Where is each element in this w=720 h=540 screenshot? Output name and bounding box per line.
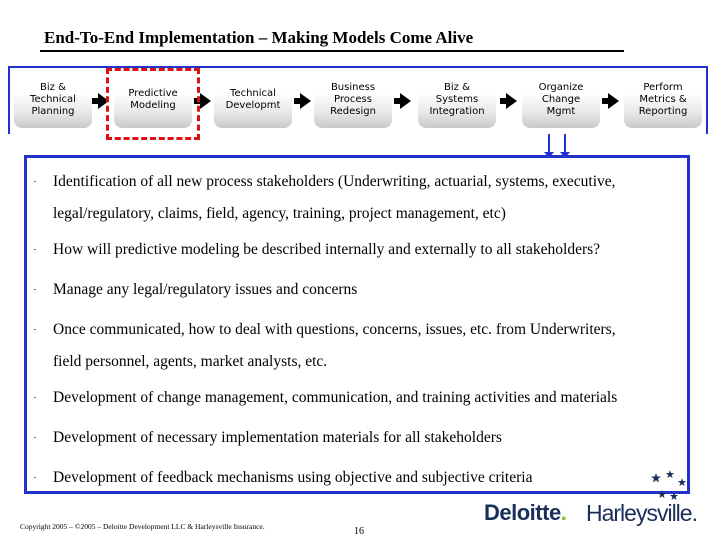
flow-arrow-icon [400, 93, 411, 109]
page-number: 16 [354, 526, 364, 537]
bullet-text-continued: field personnel, agents, market analysts, etc. [53, 353, 328, 370]
bullet-text-continued: legal/regulatory, claims, field, agency, training, project management, etc) [53, 205, 506, 222]
step-business-process-redesign [314, 72, 392, 128]
bullet-text: Manage any legal/regulatory issues and concerns [53, 281, 358, 298]
step-perform-metrics-reporting [624, 72, 702, 128]
step-organize-change-mgmt [522, 72, 600, 128]
bullet-icon: · [33, 244, 37, 256]
list-item [33, 382, 683, 414]
list-item [33, 274, 683, 306]
step-technical-development [214, 72, 292, 128]
list-item [33, 422, 683, 454]
bullet-text: Once communicated, how to deal with questions, concerns, issues, etc. from Underwriters, [53, 321, 616, 338]
bullet-text: Identification of all new process stakeholders (Underwriting, actuarial, systems, executive, [53, 173, 616, 190]
step-label: Predictive Modeling [128, 88, 178, 111]
harleysville-stars-icon [650, 470, 694, 504]
copyright-notice: Copyright 2005 – ©2005 – Deloitte Development LLC & Harleysville Insurance. [20, 522, 265, 531]
harleysville-logo: Harleysville. [586, 500, 697, 526]
step-label: Perform Metrics & Reporting [638, 82, 688, 117]
bullet-text: Development of feedback mechanisms using objective and subjective criteria [53, 469, 533, 486]
list-item [33, 462, 683, 494]
bullet-icon: · [33, 392, 37, 404]
list-item [33, 234, 683, 266]
bullet-text: Development of change management, communication, and training activities and materials [53, 389, 618, 406]
flow-arrow-icon [506, 93, 517, 109]
bullet-icon: · [33, 432, 37, 444]
deloitte-wordmark: Deloitte [484, 500, 561, 525]
step-biz-systems-integration [418, 72, 496, 128]
connector-arrow-icon [564, 134, 566, 154]
bullet-icon: · [33, 284, 37, 296]
bullet-icon: · [33, 324, 37, 336]
step-label: Biz & Technical Planning [30, 82, 76, 117]
deloitte-logo [484, 500, 566, 526]
deloitte-dot: . [560, 500, 567, 525]
step-label: Technical Developmt [225, 88, 281, 111]
bullet-icon: · [33, 176, 37, 188]
title-underline [40, 50, 624, 52]
step-biz-technical-planning [14, 72, 92, 128]
bullet-text: Development of necessary implementation materials for all stakeholders [53, 429, 502, 446]
list-item [33, 166, 683, 230]
bullet-text: How will predictive modeling be described internally and externally to all stakeholders? [53, 241, 601, 258]
list-item [33, 314, 683, 378]
flow-arrow-icon [300, 93, 311, 109]
flow-arrow-icon [200, 93, 211, 109]
detail-panel [24, 155, 690, 494]
flow-arrow-icon [608, 93, 619, 109]
current-phase-highlight [106, 68, 200, 140]
step-label: Biz & Systems Integration [429, 82, 485, 117]
step-label: Business Process Redesign [330, 82, 376, 117]
bullet-icon: · [33, 472, 37, 484]
step-label: Organize Change Mgmt [538, 82, 584, 117]
connector-arrow-icon [548, 134, 550, 154]
bullet-list [27, 158, 687, 491]
slide-title: End-To-End Implementation – Making Models Come Alive [44, 28, 474, 47]
